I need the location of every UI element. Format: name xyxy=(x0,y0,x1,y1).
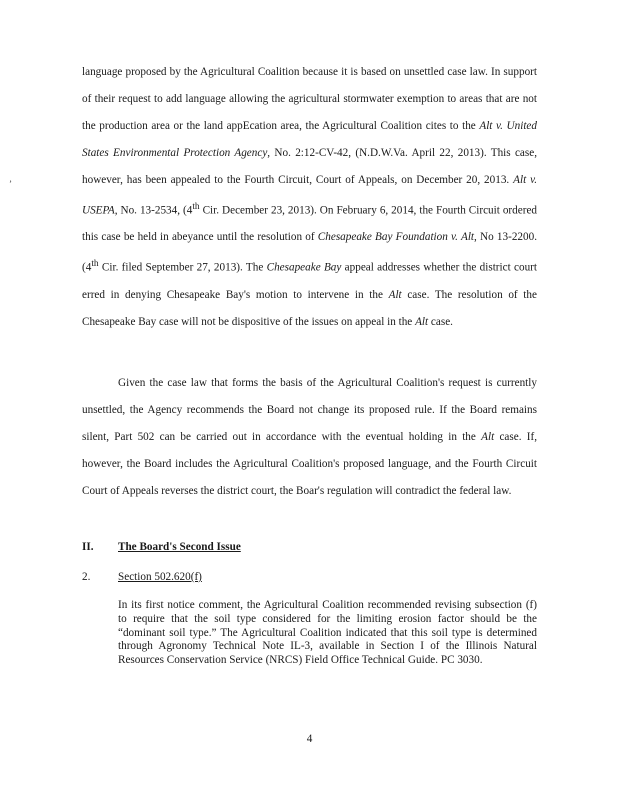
text-run: , No. 13-2534, (4 xyxy=(114,204,193,217)
body-paragraph-2 xyxy=(82,370,537,505)
text-run: Cir. December 23, 2013). On February 6, 2014, the Fourth Circuit ordered this case be held in abeyance until the resolution of xyxy=(82,204,538,244)
block-quote: In its first notice comment, the Agricultural Coalition recommended revising subsection (f) to require that the soil type considered for the limiting erosion factor should be the “dominant soil type.” The Agricultural Coalition indicated that this soil type is determined through Agronomy Technical Note IL-3, available in Section I of the Illinois Natural Resources Conservation Service (NRCS) Field Office Technical Guide. PC 3030. xyxy=(118,599,537,667)
text-run: case. The resolution of the Chesapeake Bay case will not be dispositive of the issues on appeal in the xyxy=(82,288,537,328)
text-run: case. If, however, the Board includes the Agricultural Coalition's proposed language, and the Fourth Circuit Court of Appeals reverses the district court, the Boar's regulation will contradict the federal law. xyxy=(82,430,537,497)
case-citation: Alt v. United States Environmental Protection Agency xyxy=(82,119,537,159)
text-run: , No. 2:12-CV-42, (N.D.W.Va. April 22, 2013). This case, however, has been appealed to the Fourth Circuit, Court of Appeals, on December 20, 2013. xyxy=(82,146,538,186)
case-citation: Alt xyxy=(415,315,429,328)
case-citation: Alt xyxy=(481,430,495,443)
subsection-heading xyxy=(82,571,202,583)
superscript: th xyxy=(91,259,99,270)
case-citation: Alt xyxy=(388,288,402,301)
text-run: , No 13-2200. (4 xyxy=(82,231,537,274)
section-title: The Board's Second Issue xyxy=(118,541,241,553)
superscript: th xyxy=(192,201,200,212)
body-paragraph-1 xyxy=(82,59,537,336)
text-run: Given the case law that forms the basis of the Agricultural Coalition's request is currently unsettled, the Agency recommends the Board not change its proposed rule. If the Board remains silent, Part 502 can be carried out in accordance with the eventual holding in the xyxy=(82,377,537,443)
subsection-title: Section 502.620(f) xyxy=(118,571,202,583)
section-number: II. xyxy=(82,541,94,553)
text-run: appeal addresses whether the district court erred in denying Chesapeake Bay's motion to intervene in the xyxy=(82,261,537,301)
text-run: Cir. filed September 27, 2013). The xyxy=(98,261,267,274)
text-run: case. xyxy=(428,315,453,328)
case-citation: Alt v. USEPA xyxy=(82,173,538,217)
page-number: 4 xyxy=(306,733,313,745)
section-heading xyxy=(82,541,241,553)
margin-mark: ’ xyxy=(9,179,12,189)
case-citation: Chesapeake Bay Foundation v. Alt xyxy=(317,231,475,244)
text-run: language proposed by the Agricultural Coalition because it is based on unsettled case law. In support of their request to add language allowing the agricultural stormwater exemption to areas that are not the production area or the land appEcation area, the Agricultural Coalition cites to the xyxy=(82,66,537,132)
case-citation: Chesapeake Bay xyxy=(266,261,342,274)
subsection-number: 2. xyxy=(82,571,91,583)
